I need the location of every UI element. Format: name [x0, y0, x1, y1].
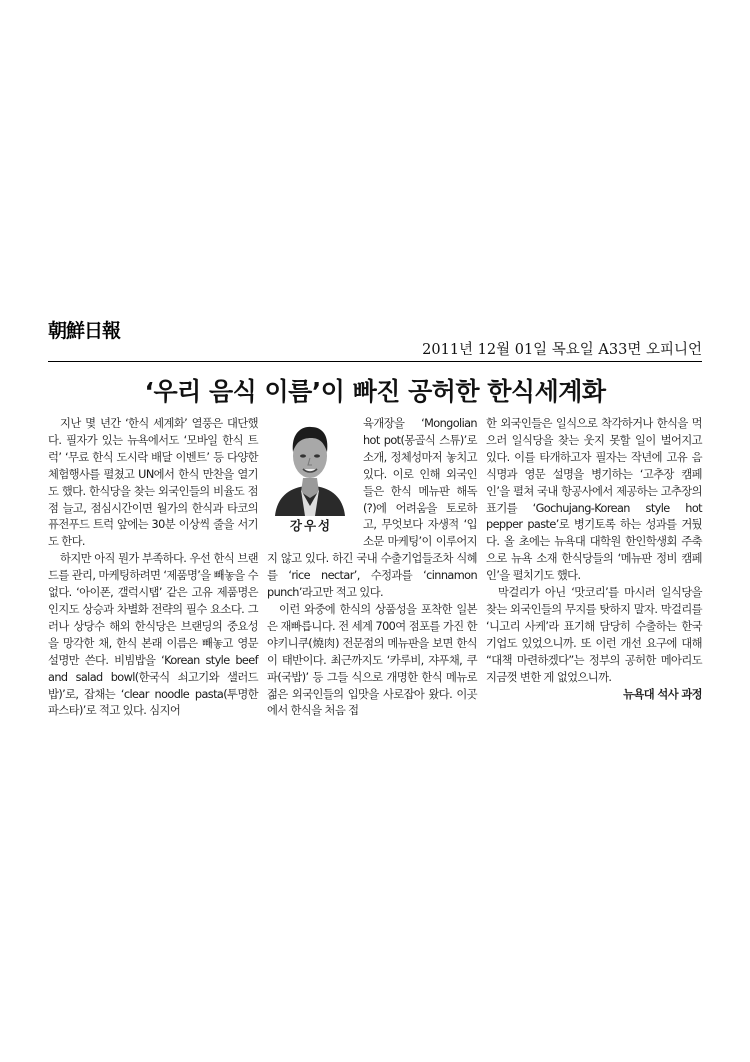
- article-column-1: [48, 416, 258, 720]
- author-affiliation: 뉴욕대 석사 과정: [623, 687, 702, 701]
- author-byline: 강우성: [289, 518, 333, 533]
- paragraph: 막걸리가 아닌 ‘맛코리’를 마시러 일식당을 찾는 외국인들의 무지를 탓하지 말자. 막걸리를 ‘니고리 사케’라 표기해 담당히 수출하는 한국 기업도 있었으니까. 또 이런 개선 요구에 대해 “대책 마련하겠다”는 정부의 공허한 메아리도 지금껏 변한 게 없었으니까.: [486, 586, 702, 684]
- article-headline: ‘우리 음식 이름’이 빠진 공허한 한식세계화: [144, 377, 606, 406]
- author-photo: [267, 416, 353, 516]
- paragraph: 지난 몇 년간 ‘한식 세계화’ 열풍은 대단했다. 필자가 있는 뉴욕에서도 ‘모바일 한식 트럭’ ‘무료 한식 도시락 배달 이벤트’ 등 다양한 체험행사를 펼쳤고 UN에서 한식 만찬을 열기도 했다. 한식당을 찾는 외국인들의 비율도 점점 늘고, 점심시간이면 월가의 한식과 타코의 퓨전푸드 트럭 앞에는 30분 이상씩 줄을 서기도 한다.: [48, 417, 258, 549]
- article-column-3: [486, 416, 702, 703]
- dateline: 2011년 12월 01일 목요일 A33면 오피니언: [422, 342, 702, 358]
- newspaper-logo: 朝鮮日報: [48, 320, 121, 342]
- author-photo-block: [267, 416, 355, 542]
- header-rule: [48, 361, 702, 362]
- paragraph: 한 외국인들은 일식으로 착각하거나 한식을 먹으러 일식당을 찾는 웃지 못할 일이 벌어지고 있다. 이를 타개하고자 필자는 작년에 고유 음식명과 영문 설명을 병기하는 ‘고추장 캠페인’을 펼쳐 국내 항공사에서 제공하는 고추장의 표기를 ‘Gochujang-Korean style hot pepper paste’로 병기토록 하는 성과를 거뒀다. 올 초에는 뉴욕대 대학원 한인학생회 주축으로 뉴욕 소재 한식당들의 ‘메뉴판 정비 캠페인’을 펼치기도 했다.: [486, 417, 702, 583]
- paragraph: 이런 와중에 한식의 상품성을 포착한 일본은 재빠릅니다. 전 세계 700여 점포를 가진 한 야키니쿠(燒肉) 전문점의 메뉴판을 보면 한식이 태반이다. 최근까지도 ‘카루비, 쟈푸채, 쿠파(국밥)’ 등 그들 식으로 개명한 한식 메뉴로 젊은 외국인들의 입맛을 사로잡아 왔다. 이곳에서 한식을 처음 접: [267, 602, 477, 718]
- paragraph: 육개장을 ‘Mongolian hot pot(몽골식 스튜)’로 소개, 정체성마저 놓치고 있다. 이로 인해 외국인들은 한식 메뉴판 해독(?)에 어려움을 토로하고, 무엇보다 자생적 ‘입소문 마케팅’이 이루어지지 않고 있다. 하긴 국내 수출기업들조차 식혜를 ‘rice nectar’, 수정과를 ‘cinnamon punch’라고만 적고 있다.: [267, 417, 477, 600]
- article-column-2: [267, 416, 477, 720]
- paragraph: 하지만 아직 뭔가 부족하다. 우선 한식 브랜드를 관리, 마케팅하려면 ‘제품명’을 빼놓을 수 없다. ‘아이폰, 갤럭시탭’ 같은 고유 제품명은 인지도 상승과 차별화 전략의 필수 요소다. 그러나 상당수 해외 한식당은 브랜딩의 중요성을 망각한 채, 한식 본래 이름은 빼놓고 영문 설명만 쓴다. 비빔밥을 ‘Korean style beef and salad bowl(한국식 쇠고기와 샐러드 밥)’로, 잡채는 ‘clear noodle pasta(투명한 파스타)’로 적고 있다. 심지어: [48, 552, 258, 718]
